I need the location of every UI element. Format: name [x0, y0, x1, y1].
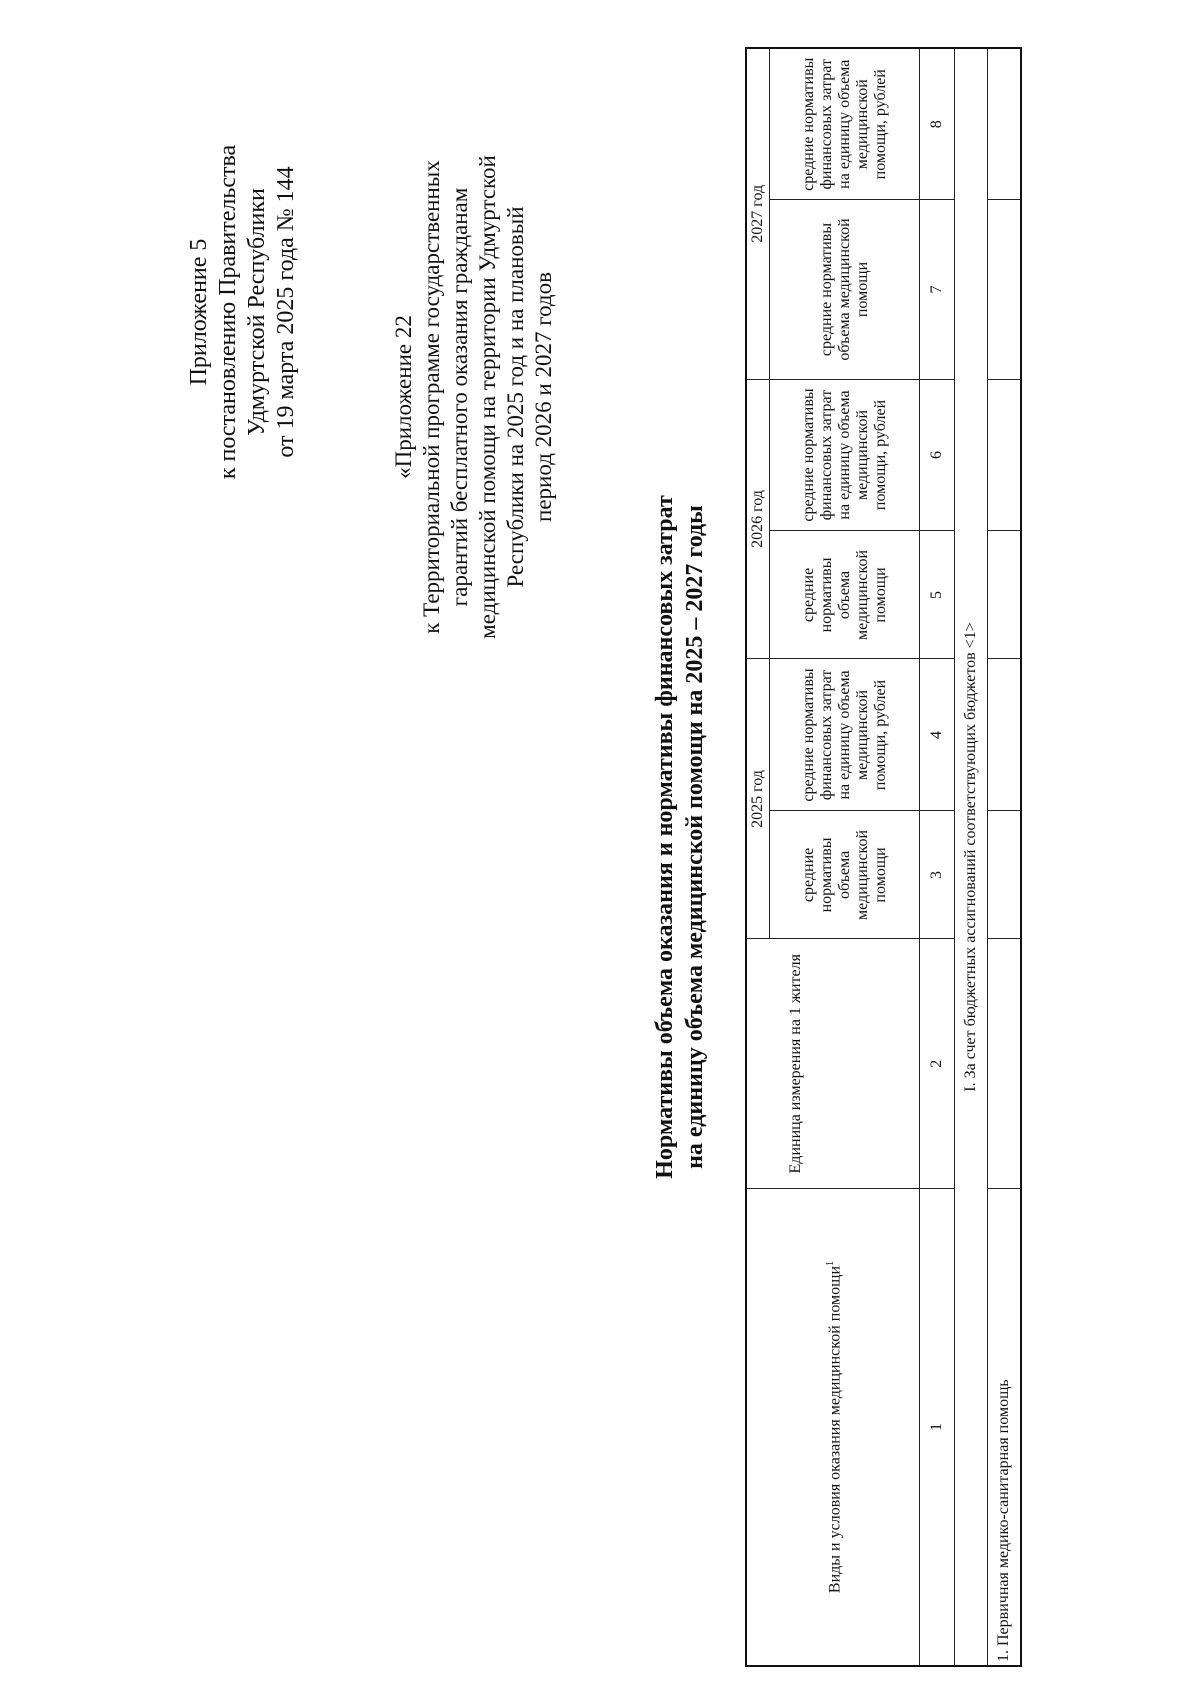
- table-cell: [988, 939, 1022, 1189]
- column-number: 4: [920, 659, 955, 811]
- attachment-22-line: медицинской помощи на территории Удмуртской: [475, 155, 500, 639]
- attachment-22-line: «Приложение 22: [391, 315, 416, 479]
- attachment-5-line: от 19 марта 2025 года № 144: [273, 166, 299, 458]
- attachment-22-line: Республики на 2025 год и на плановый: [503, 206, 528, 588]
- column-number: 5: [920, 531, 955, 659]
- table-cell: [988, 200, 1022, 379]
- column-number: 3: [920, 811, 955, 939]
- table-row: [988, 48, 1022, 1666]
- attachment-5-line: к постановлению Правительства: [215, 144, 241, 480]
- header-year-2026: 2026 год: [746, 379, 770, 659]
- attachment-22-header: [390, 0, 558, 797]
- norms-table: [745, 47, 1022, 1667]
- header-unit-label: Единица измерения на 1 жителя: [787, 954, 804, 1174]
- header-volume-2026: средние нормативы объема медицинской помощи: [770, 531, 920, 659]
- title-line: на единицу объема медицинской помощи на 2025 – 2027 годы: [682, 505, 708, 1169]
- document-title: [650, 137, 710, 1537]
- column-number: 2: [920, 939, 955, 1189]
- attachment-22-line: период 2026 и 2027 годов: [531, 272, 556, 522]
- header-year-2027: 2027 год: [746, 48, 770, 379]
- column-number: 8: [920, 48, 955, 200]
- table-cell: [988, 811, 1022, 939]
- header-year-2025: 2025 год: [746, 659, 770, 939]
- header-care-types: [746, 1189, 920, 1666]
- table-cell: [988, 659, 1022, 811]
- attachment-5-line: Удмуртской Республики: [244, 188, 270, 436]
- attachment-5-line: Приложение 5: [186, 238, 212, 386]
- row-label: 1. Первичная медико-санитарная помощь: [988, 1189, 1022, 1666]
- header-volume-2027: средние нормативы объема медицинской помощи: [770, 200, 920, 379]
- section-row: [955, 48, 988, 1666]
- header-cost-2026: средние нормативы финансовых затрат на единицу объема медицинской помощи, рублей: [770, 379, 920, 531]
- table-cell: [988, 48, 1022, 200]
- column-numbers-row: [920, 48, 955, 1666]
- section-title: I. За счет бюджетных ассигнований соответствующих бюджетов <1>: [955, 48, 988, 1666]
- attachment-22-line: гарантий бесплатного оказания гражданам: [447, 187, 472, 607]
- table-cell: [988, 379, 1022, 531]
- header-cost-2027: средние нормативы финансовых затрат на единицу объема медицинской помощи, рублей: [770, 48, 920, 200]
- header-volume-2025: средние нормативы объема медицинской помощи: [770, 811, 920, 939]
- header-unit: [746, 939, 920, 1189]
- table-cell: [988, 531, 1022, 659]
- header-cost-2025: средние нормативы финансовых затрат на единицу объема медицинской помощи, рублей: [770, 659, 920, 811]
- column-number: 1: [920, 1189, 955, 1666]
- footnote-marker: 1: [824, 1260, 836, 1266]
- column-number: 7: [920, 200, 955, 379]
- header-care-types-label: Виды и условия оказания медицинской помощи: [826, 1265, 844, 1594]
- title-line: Нормативы объема оказания и нормативы финансовых затрат: [652, 495, 678, 1179]
- attachment-5-header: [185, 52, 301, 572]
- attachment-22-line: к Территориальной программе государственных: [419, 160, 444, 634]
- column-number: 6: [920, 379, 955, 531]
